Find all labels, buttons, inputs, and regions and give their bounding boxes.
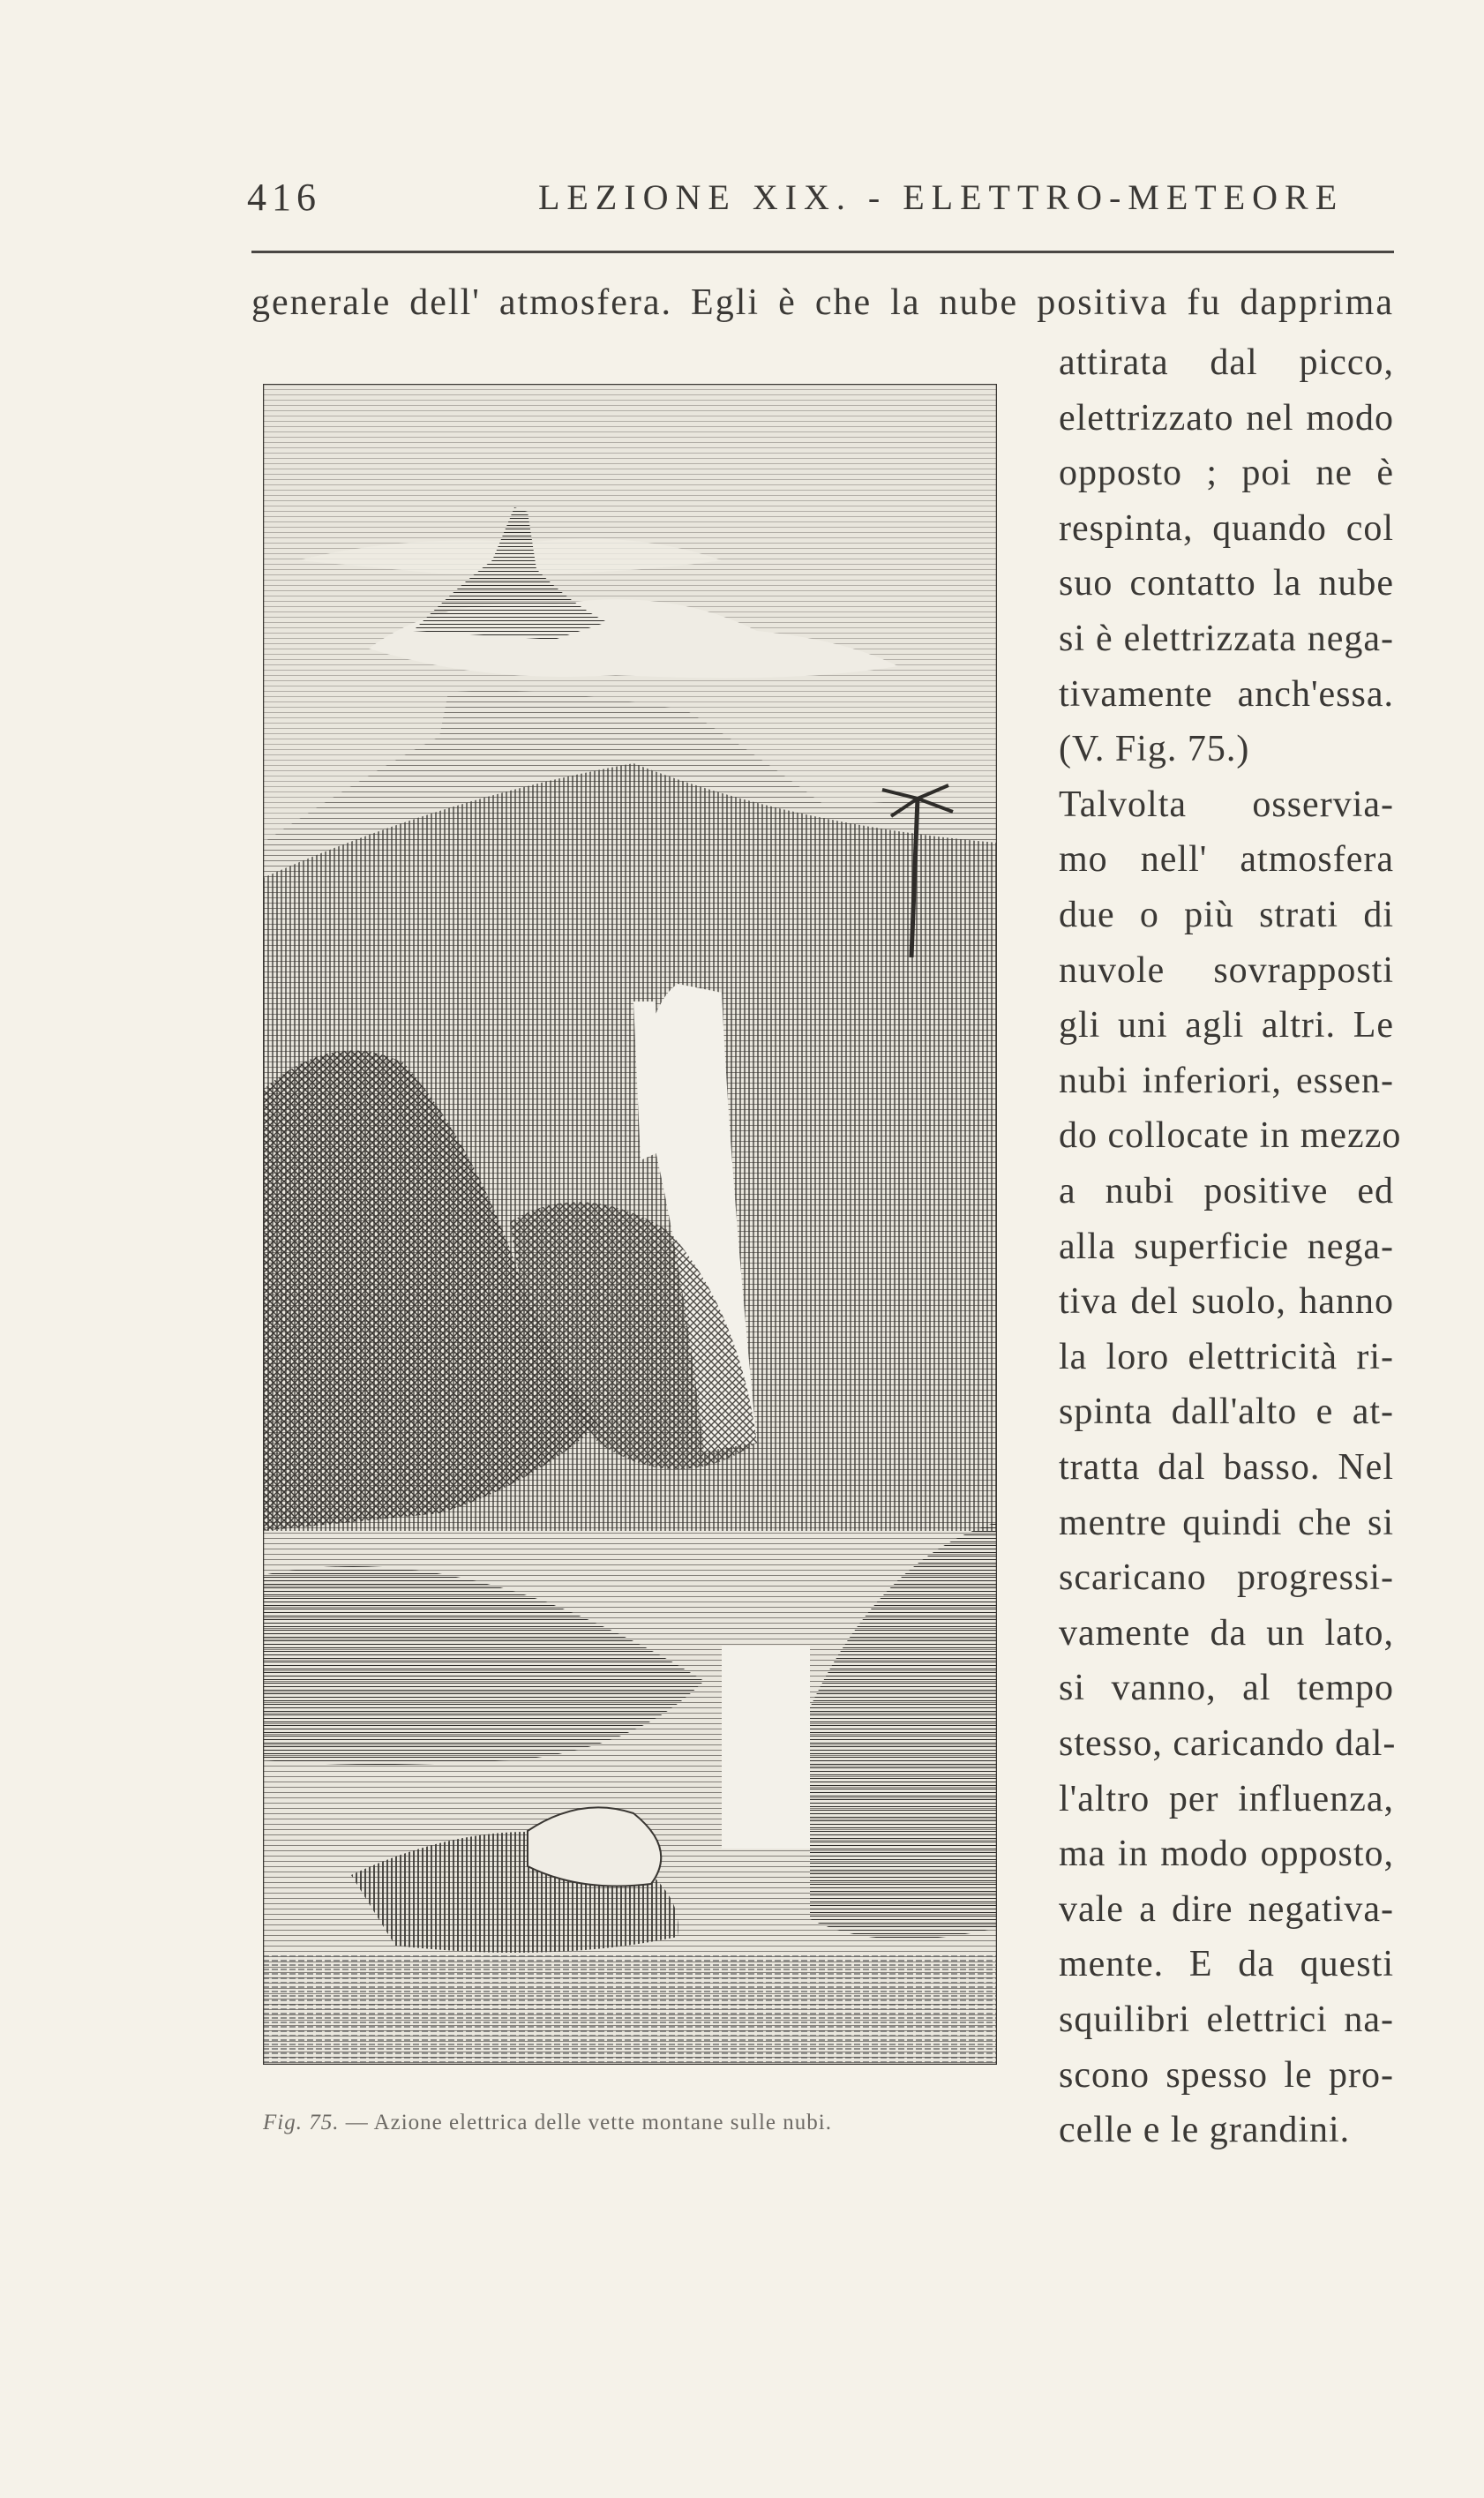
figure-label: Fig. 75.	[263, 2111, 340, 2134]
body-line: respinta, quando col	[1059, 507, 1394, 549]
body-line: vale a dire negativa-	[1059, 1888, 1394, 1930]
body-line: spinta dall'alto e at-	[1059, 1392, 1394, 1433]
body-line: si è elettrizzata nega-	[1059, 619, 1394, 659]
body-line: (V. Fig. 75.)	[1059, 729, 1250, 770]
body-line: attirata dal picco,	[1059, 342, 1394, 383]
figure-caption-text: — Azione elettrica delle vette montane sulle nubi.	[345, 2111, 832, 2134]
figure-caption	[263, 2111, 997, 2135]
body-line: mentre quindi che si	[1059, 1502, 1394, 1543]
body-line: ma in modo opposto,	[1059, 1834, 1394, 1875]
waterfall-engraving	[263, 384, 997, 2065]
body-line: nubi inferiori, essen-	[1059, 1060, 1394, 1101]
body-line: stesso, caricando dal-	[1059, 1723, 1397, 1764]
body-line: scono spesso le pro-	[1059, 2054, 1394, 2096]
body-line: vamente da un lato,	[1059, 1612, 1394, 1654]
body-line: tivamente anch'essa.	[1059, 673, 1394, 715]
body-line: tratta dal basso. Nel	[1059, 1447, 1394, 1488]
header-rule	[251, 251, 1394, 253]
body-line: celle e le grandini.	[1059, 2110, 1351, 2151]
body-line: elettrizzato nel modo	[1059, 397, 1394, 439]
body-line: opposto ; poi ne è	[1059, 453, 1394, 494]
body-line: alla superficie nega-	[1059, 1226, 1394, 1267]
body-line: scaricano progressi-	[1059, 1557, 1394, 1599]
body-line: la loro elettricità ri-	[1059, 1336, 1394, 1377]
body-line: suo contatto la nube	[1059, 563, 1394, 604]
body-first-line: generale dell' atmosfera. Egli è che la nube positiva fu dapprima	[251, 282, 1394, 323]
page-header	[247, 168, 1394, 221]
body-line: mente. E da questi	[1059, 1944, 1394, 1985]
page-number: 416	[247, 176, 321, 219]
body-line: a nubi positive ed	[1059, 1171, 1394, 1211]
body-line: tiva del suolo, hanno	[1059, 1281, 1394, 1323]
body-line: do collocate in mezzo	[1059, 1115, 1402, 1157]
running-title: LEZIONE XIX. - ELETTRO-METEORE	[538, 177, 1345, 217]
body-line: nuvole sovrapposti	[1059, 949, 1394, 991]
body-line: due o più strati di	[1059, 895, 1394, 935]
body-line: l'altro per influenza,	[1059, 1778, 1394, 1819]
body-line: squilibri elettrici na-	[1059, 1999, 1394, 2040]
body-line: si vanno, al tempo	[1059, 1668, 1394, 1709]
body-line: Talvolta osservia-	[1059, 784, 1394, 825]
body-line: mo nell' atmosfera	[1059, 839, 1394, 881]
body-line: gli uni agli altri. Le	[1059, 1005, 1394, 1046]
